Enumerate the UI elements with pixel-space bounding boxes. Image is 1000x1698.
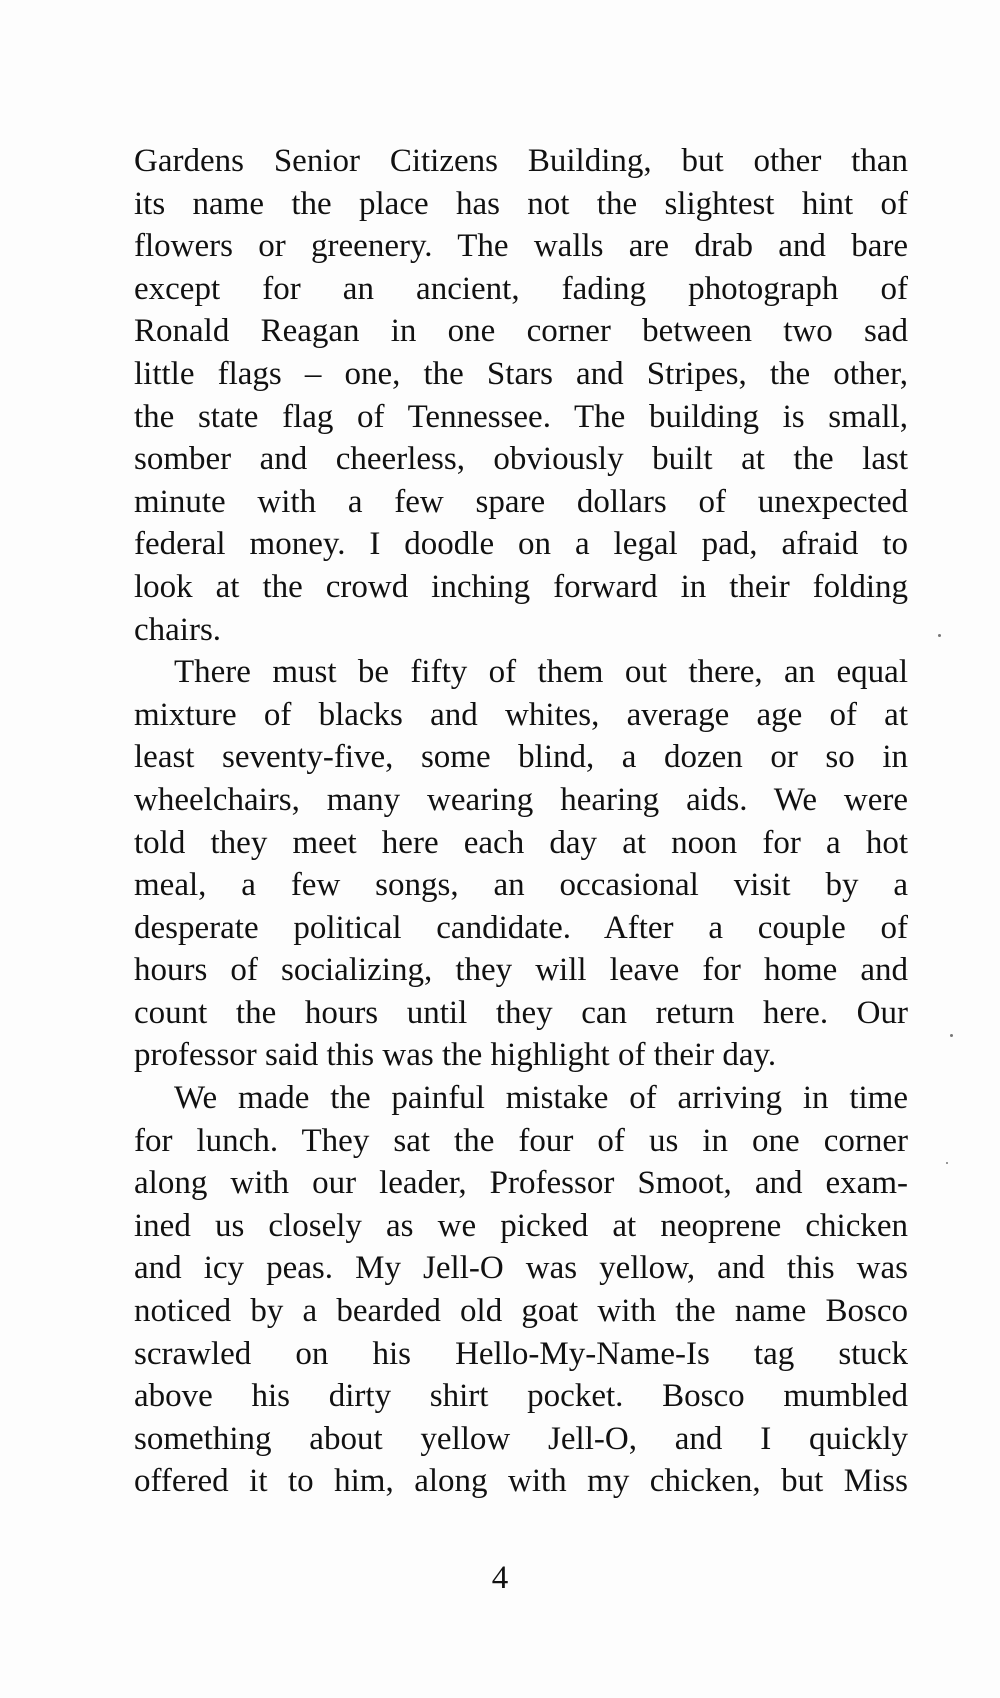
text-line: scrawled on his Hello-My-Name-Is tag stuck <box>134 1335 908 1372</box>
scan-speck <box>938 634 941 637</box>
text-line: Gardens Senior Citizens Building, but other than <box>134 143 908 179</box>
page-number: 4 <box>491 1560 509 1596</box>
text-line: for lunch. They sat the four of us in one corner <box>134 1122 908 1159</box>
text-line: hours of socializing, they will leave for home and <box>134 952 908 989</box>
paragraph-2 <box>134 651 908 1077</box>
text-line: desperate political candidate. After a couple of <box>134 909 908 946</box>
text-line: federal money. I doodle on a legal pad, afraid to <box>134 526 908 563</box>
text-line: something about yellow Jell-O, and I quickly <box>134 1420 908 1457</box>
text-line: along with our leader, Professor Smoot, and exam- <box>134 1165 908 1202</box>
text-line: least seventy-five, some blind, a dozen or so in <box>134 739 908 776</box>
text-line: professor said this was the highlight of their day. <box>134 1037 777 1074</box>
text-line: wheelchairs, many wearing hearing aids. We were <box>134 781 908 818</box>
text-line: ined us closely as we picked at neoprene chicken <box>134 1207 908 1244</box>
text-line: somber and cheerless, obviously built at the last <box>134 441 908 478</box>
text-line: told they meet here each day at noon for a hot <box>134 824 908 861</box>
body-text <box>134 140 908 1503</box>
paragraph-1 <box>134 140 908 651</box>
text-line: chairs. <box>134 611 222 648</box>
text-line: offered it to him, along with my chicken, but Miss <box>134 1463 908 1500</box>
text-line: mixture of blacks and whites, average age of at <box>134 696 908 733</box>
text-line: minute with a few spare dollars of unexpected <box>134 483 908 520</box>
text-line: above his dirty shirt pocket. Bosco mumbled <box>134 1378 908 1415</box>
text-line: except for an ancient, fading photograph of <box>134 270 908 307</box>
text-line: There must be fifty of them out there, an equal <box>174 654 908 691</box>
paragraph-3 <box>134 1077 908 1503</box>
text-line: We made the painful mistake of arriving in time <box>174 1080 908 1117</box>
text-line: the state flag of Tennessee. The building is small, <box>134 398 908 435</box>
text-line: noticed by a bearded old goat with the name Bosco <box>134 1293 908 1330</box>
text-line: and icy peas. My Jell-O was yellow, and this was <box>134 1250 908 1287</box>
scan-speck <box>946 1162 948 1164</box>
scan-speck <box>950 1034 953 1037</box>
text-line: Ronald Reagan in one corner between two sad <box>134 313 908 350</box>
text-line: look at the crowd inching forward in their folding <box>134 568 908 605</box>
text-line: count the hours until they can return here. Our <box>134 994 908 1031</box>
text-line: little flags – one, the Stars and Stripes, the other, <box>134 355 908 392</box>
text-line: its name the place has not the slightest hint of <box>134 185 908 222</box>
text-line: flowers or greenery. The walls are drab and bare <box>134 228 908 265</box>
text-line: meal, a few songs, an occasional visit by a <box>134 867 908 904</box>
